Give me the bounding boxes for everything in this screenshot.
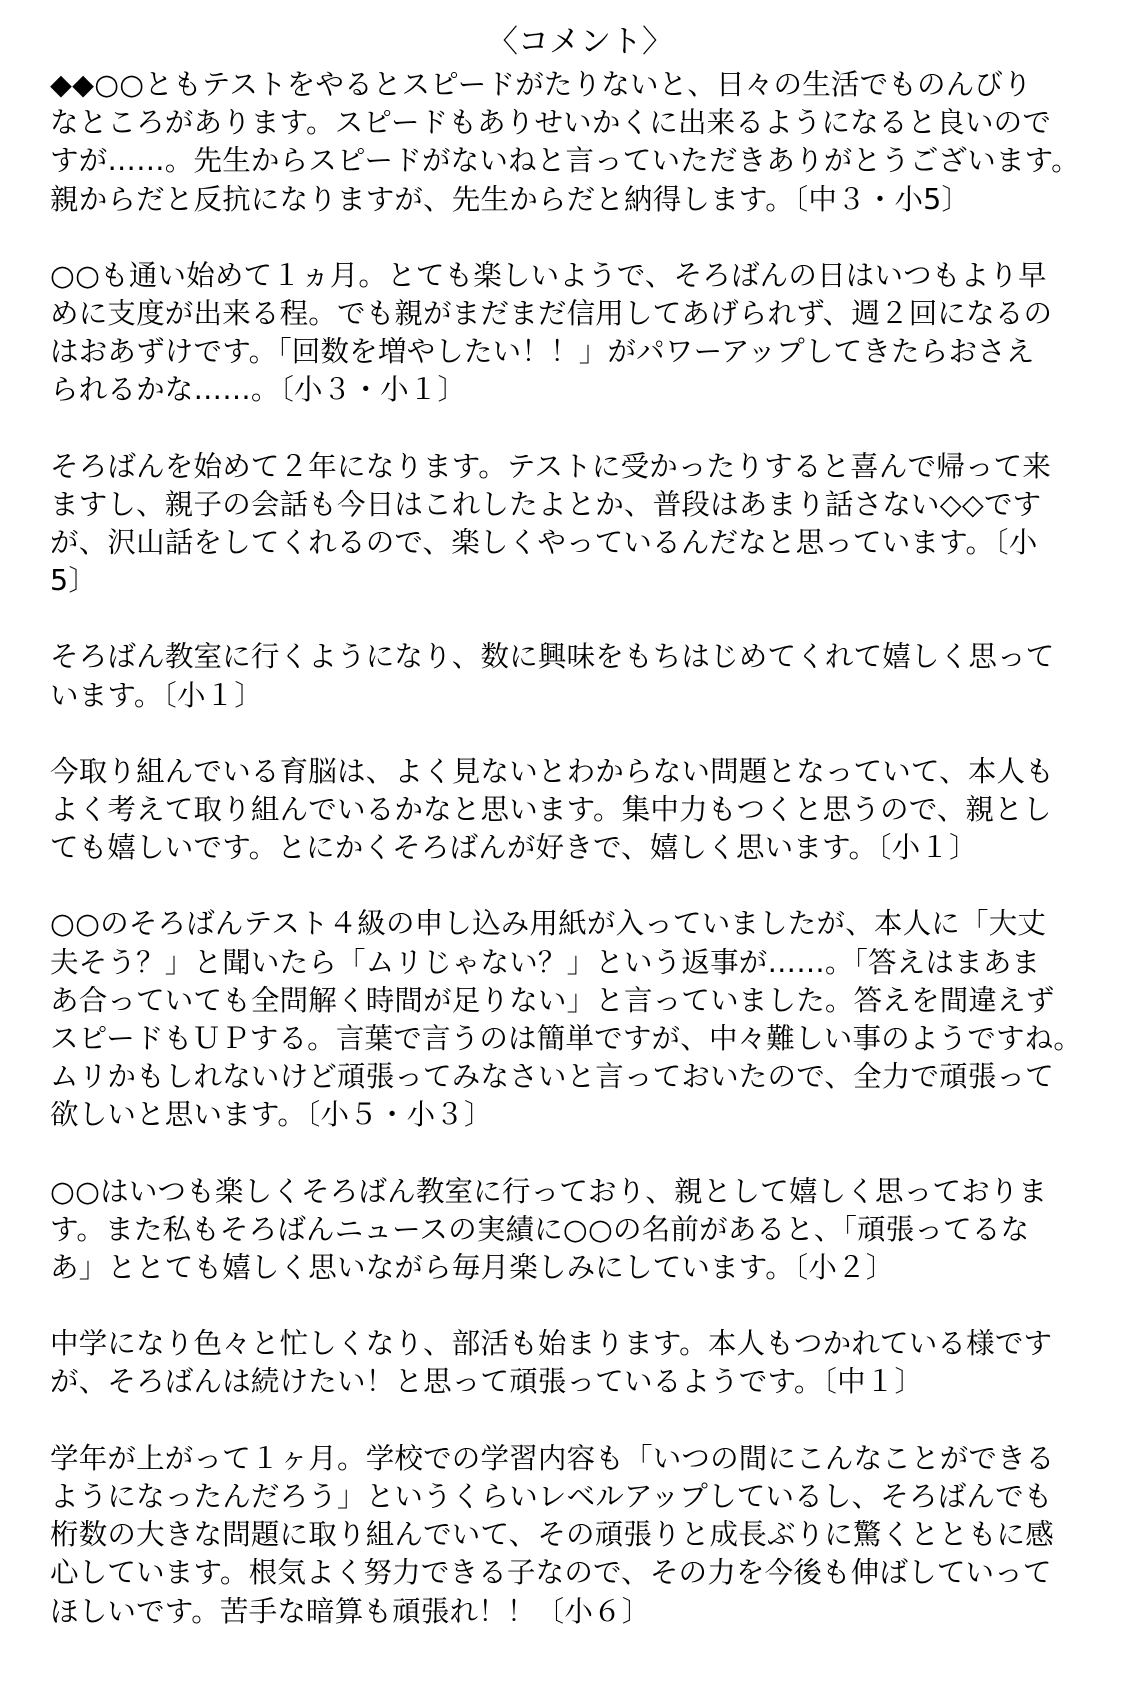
paragraph-spacer [50,219,1100,257]
comment-paragraph [50,1440,1100,1631]
paragraph-spacer [50,1135,1100,1173]
comment-line: 中学になり色々と忙しくなり、部活も始まります。本人もつかれている様です [50,1327,1053,1361]
document-page [50,22,1100,1631]
paragraph-spacer [50,1402,1100,1440]
comment-line: 欲しいと思います。〔小５・小３〕 [50,1098,493,1132]
page-title: 〈コメント〉 [487,24,673,60]
comment-line: ○○も通い始めて１ヵ月。とても楽しいようで、そろばんの日はいつもより早 [50,258,1047,292]
comment-line: そろばんを始めて２年になります。テストに受かったりすると喜んで帰って来 [50,449,1052,483]
comment-line: ようになったんだろう」というくらいレベルアップしているし、そろばんでも [50,1479,1053,1513]
comment-line: めに支度が出来る程。でも親がまだまだ信用してあげられず、週２回になるの [50,297,1053,331]
comment-paragraph [50,1173,1100,1288]
comment-line: そろばん教室に行くようになり、数に興味をもちはじめてくれて嬉しく思って [50,640,1055,674]
comment-line: ほしいです。苦手な暗算も頑張れ！！〔小６〕 [50,1594,651,1628]
paragraph-spacer [50,715,1100,753]
comment-list [50,66,1100,1631]
comment-line: 心しています。根気よく努力できる子なので、その力を今後も伸ばしていって [50,1556,1052,1590]
comment-line: よく考えて取り組んでいるかなと思います。集中力もつくと思うので、親とし [50,793,1052,827]
paragraph-spacer [50,410,1100,448]
comment-line: 5〕 [50,564,98,598]
comment-line: あ」ととても嬉しく思いながら毎月楽しみにしています。〔小２〕 [50,1251,895,1285]
comment-paragraph [50,257,1100,410]
comment-line: なところがあります。スピードもありせいかくに出来るようになると良いので [50,106,1052,140]
comment-line: が、そろばんは続けたい！と思って頑張っているようです。〔中１〕 [50,1365,924,1399]
comment-paragraph [50,66,1100,219]
comment-line: ○○はいつも楽しくそろばん教室に行っており、親として嬉しく思っておりま [50,1174,1048,1208]
paragraph-spacer [50,867,1100,905]
comment-line: ムリかもしれないけど頑張ってみなさいと言っておいたので、全力で頑張って [50,1060,1054,1094]
comment-paragraph [50,753,1100,868]
comment-line: 今取り組んでいる育脳は、よく見ないとわからない問題となっていて、本人も [50,754,1054,788]
comment-paragraph [50,1325,1100,1401]
comment-line: ますし、親子の会話も今日はこれしたよとか、普段はあまり話さない◇◇です [50,487,1042,521]
comment-line: すが……。先生からスピードがないねと言っていただきありがとうございます。 [50,144,1080,178]
comment-line: す。また私もそろばんニュースの実績に○○の名前があると、「頑張ってるな [50,1212,1030,1246]
comment-line: あ合っていても全問解く時間が足りない」と言っていました。答えを間違えず [50,983,1055,1017]
comment-line: ◆◆○○ともテストをやるとスピードがたりないと、日々の生活でものんびり [50,68,1032,101]
paragraph-spacer [50,1287,1100,1325]
comment-line: 夫そう？」と聞いたら「ムリじゃない？」という返事が……。「答えはまあま [50,945,1041,979]
comment-line: られるかな……。〔小３・小１〕 [50,373,467,407]
comment-line: はおあずけです。「回数を増やしたい！！」がパワーアップしてきたらおさえ [50,335,1035,369]
comment-line: ても嬉しいです。とにかくそろばんが好きで、嬉しく思います。〔小１〕 [50,831,978,865]
comment-paragraph [50,905,1100,1134]
comment-line: 桁数の大きな問題に取り組んでいて、その頑張りと成長ぶりに驚くとともに感 [50,1518,1054,1552]
comment-line: が、沢山話をしてくれるので、楽しくやっているんだなと思っています。〔小 [50,526,1038,560]
comment-paragraph [50,448,1100,601]
comment-line: います。〔小１〕 [50,678,264,712]
comment-line: スピードもＵＰする。言葉で言うのは簡単ですが、中々難しい事のようですね。 [50,1022,1083,1056]
comment-line: 親からだと反抗になりますが、先生からだと納得します。〔中３・小5〕 [50,182,971,216]
comment-line: 学年が上がって１ヶ月。学校での学習内容も「いつの間にこんなことができる [50,1441,1055,1475]
paragraph-spacer [50,600,1100,638]
comment-paragraph [50,638,1100,714]
comment-line: ○○のそろばんテスト４級の申し込み用紙が入っていましたが、本人に「大丈 [50,907,1047,941]
